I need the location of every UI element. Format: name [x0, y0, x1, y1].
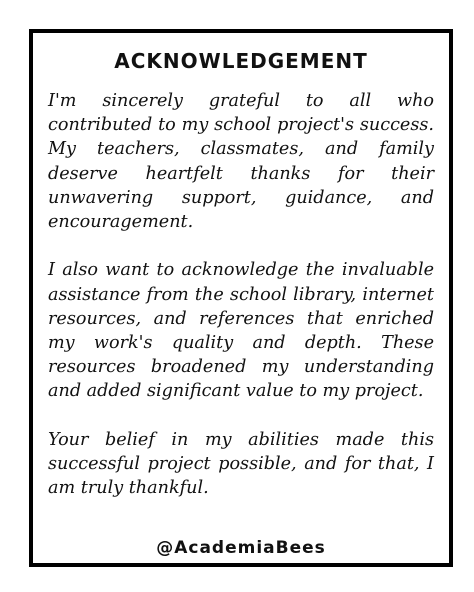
paragraph-3: Your belief in my abilities made this successful project possible, and for that, I am truly thankful.	[48, 429, 434, 499]
paragraph-1: I'm sincerely grateful to all who contributed to my school project's success. My teachers, classmates, and family deserve heartfelt thanks for their unwavering support, guidance, and encouragement.	[48, 91, 434, 233]
author-handle: @AcademiaBees	[156, 538, 326, 558]
page-border	[29, 29, 453, 567]
paragraph-2: I also want to acknowledge the invaluable assistance from the school library, internet resources, and references that enriched my work's quality and depth. These resources broadened my understanding and added significant value to my project.	[48, 260, 434, 402]
acknowledgement-body	[48, 89, 434, 525]
page-title: ACKNOWLEDGEMENT	[114, 49, 368, 73]
